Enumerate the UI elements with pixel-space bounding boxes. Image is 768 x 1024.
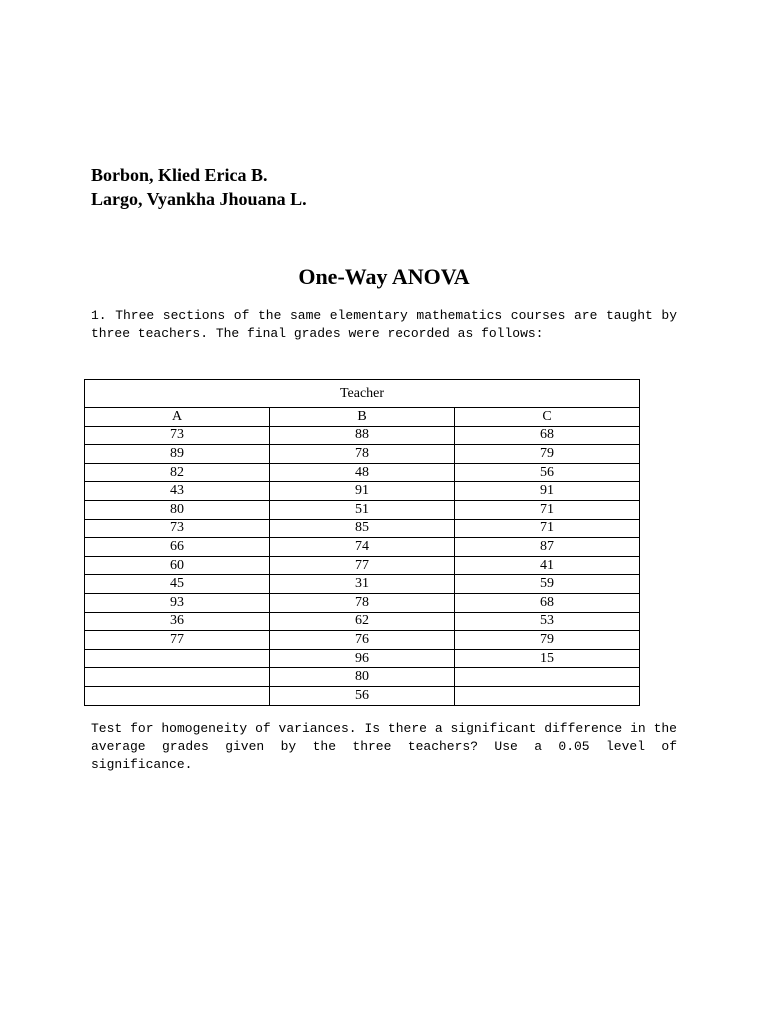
page-title: One-Way ANOVA (298, 264, 470, 289)
column-header-c: C (455, 408, 640, 427)
grade-cell-b: 88 (270, 426, 455, 445)
grade-cell-a (85, 649, 270, 668)
table-caption: Teacher (85, 380, 640, 408)
grade-cell-b: 48 (270, 463, 455, 482)
table-row (85, 612, 640, 631)
table-row (85, 463, 640, 482)
author-name-1: Borbon, Klied Erica B. (91, 165, 268, 185)
grade-cell-c: 53 (455, 612, 640, 631)
grade-cell-c: 79 (455, 631, 640, 650)
table-row (85, 538, 640, 557)
grade-cell-c: 15 (455, 649, 640, 668)
column-header-a: A (85, 408, 270, 427)
table-header-row (85, 408, 640, 427)
grades-table (84, 379, 640, 706)
grade-cell-c (455, 686, 640, 705)
grade-cell-a: 73 (85, 426, 270, 445)
grade-cell-c: 71 (455, 519, 640, 538)
grade-cell-a: 82 (85, 463, 270, 482)
grade-cell-b: 80 (270, 668, 455, 687)
grade-cell-c: 91 (455, 482, 640, 501)
table-row (85, 649, 640, 668)
grade-cell-c: 56 (455, 463, 640, 482)
grade-cell-c (455, 668, 640, 687)
table-row (85, 668, 640, 687)
grade-cell-a: 60 (85, 556, 270, 575)
table-row (85, 519, 640, 538)
grade-cell-c: 79 (455, 445, 640, 464)
grade-cell-a (85, 668, 270, 687)
grade-cell-a: 89 (85, 445, 270, 464)
author-name-2: Largo, Vyankha Jhouana L. (91, 189, 307, 209)
grade-cell-b: 91 (270, 482, 455, 501)
grade-cell-b: 96 (270, 649, 455, 668)
problem-statement: 1. Three sections of the same elementary mathematics courses are taught by three teachers. The final grades were recorded as follows: (91, 308, 677, 341)
grade-cell-b: 76 (270, 631, 455, 650)
table-row (85, 426, 640, 445)
grade-cell-b: 78 (270, 445, 455, 464)
grade-cell-b: 51 (270, 500, 455, 519)
table-body (85, 426, 640, 705)
grade-cell-b: 56 (270, 686, 455, 705)
grade-cell-b: 78 (270, 593, 455, 612)
table-row (85, 575, 640, 594)
grade-cell-a: 43 (85, 482, 270, 501)
grade-cell-b: 62 (270, 612, 455, 631)
grade-cell-b: 74 (270, 538, 455, 557)
grade-cell-a: 93 (85, 593, 270, 612)
table-row (85, 556, 640, 575)
column-header-b: B (270, 408, 455, 427)
grade-cell-a (85, 686, 270, 705)
grade-cell-c: 68 (455, 593, 640, 612)
table-row (85, 686, 640, 705)
grade-cell-a: 80 (85, 500, 270, 519)
author-names (91, 163, 307, 211)
grade-cell-a: 45 (85, 575, 270, 594)
grade-cell-a: 77 (85, 631, 270, 650)
table-row (85, 631, 640, 650)
grade-cell-c: 41 (455, 556, 640, 575)
table-row (85, 482, 640, 501)
grade-cell-c: 68 (455, 426, 640, 445)
grade-cell-b: 85 (270, 519, 455, 538)
grade-cell-a: 73 (85, 519, 270, 538)
grade-cell-a: 36 (85, 612, 270, 631)
table-row (85, 500, 640, 519)
grade-cell-a: 66 (85, 538, 270, 557)
grade-cell-b: 77 (270, 556, 455, 575)
table-row (85, 445, 640, 464)
grade-cell-c: 71 (455, 500, 640, 519)
instructions: Test for homogeneity of variances. Is there a significant difference in the average grades given by the three teachers? Use a 0.05 level of significance. (91, 721, 677, 772)
table-row (85, 593, 640, 612)
grade-cell-b: 31 (270, 575, 455, 594)
grade-cell-c: 59 (455, 575, 640, 594)
grade-cell-c: 87 (455, 538, 640, 557)
